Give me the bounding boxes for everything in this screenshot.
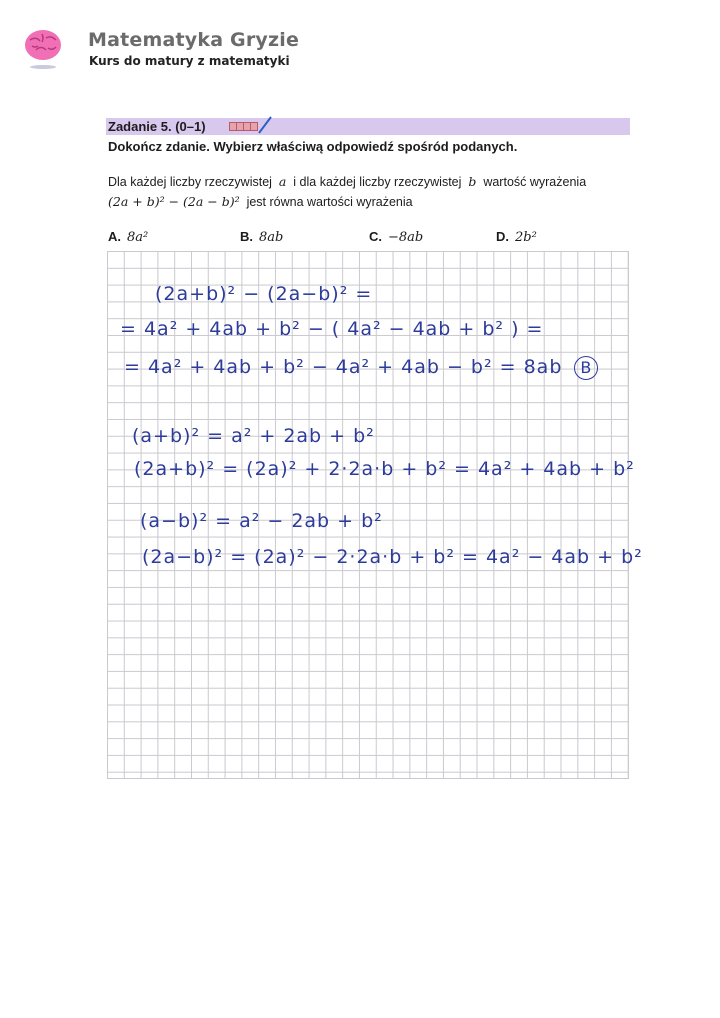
variable-b: b	[468, 174, 477, 189]
option-value: 2b²	[515, 230, 537, 245]
option-letter: B.	[240, 229, 253, 244]
brand-tagline: Kurs do matury z matematyki	[89, 54, 290, 68]
option-c[interactable]	[369, 229, 423, 245]
solution-line	[124, 356, 598, 380]
task-title: Zadanie 5. (0–1)	[108, 119, 206, 134]
text-segment: i dla każdej liczby rzeczywistej	[293, 175, 462, 189]
text-segment: jest równa wartości wyrażenia	[246, 195, 413, 209]
score-boxes	[229, 122, 258, 131]
solution-line: (a−b)² = a² − 2ab + b²	[140, 510, 383, 532]
task-expression: (2a + b)² − (2a − b)²	[108, 194, 240, 209]
option-letter: D.	[496, 229, 509, 244]
text-segment: wartość wyrażenia	[483, 175, 587, 189]
solution-text: = 4a² + 4ab + b² − 4a² + 4ab − b² = 8ab	[124, 356, 563, 378]
pen-icon	[257, 115, 273, 135]
solution-line: (2a−b)² = (2a)² − 2·2a·b + b² = 4a² − 4ab + b²	[142, 546, 643, 568]
brain-icon	[22, 26, 64, 70]
task-instruction: Dokończ zdanie. Wybierz właściwą odpowiedź spośród podanych.	[108, 139, 518, 154]
option-a[interactable]	[108, 229, 148, 245]
option-letter: C.	[369, 229, 382, 244]
option-value: 8ab	[259, 230, 284, 245]
task-text	[108, 172, 638, 212]
option-value: −8ab	[388, 230, 424, 245]
option-d[interactable]	[496, 229, 537, 245]
answer-circle: B	[574, 356, 598, 380]
variable-a: a	[278, 174, 287, 189]
solution-line: = 4a² + 4ab + b² − ( 4a² − 4ab + b² ) =	[120, 318, 544, 340]
brand-name: Matematyka Gryzie	[88, 29, 300, 51]
text-segment: Dla każdej liczby rzeczywistej	[108, 175, 272, 189]
option-b[interactable]	[240, 229, 283, 245]
option-letter: A.	[108, 229, 121, 244]
option-value: 8a²	[127, 230, 149, 245]
solution-line: (a+b)² = a² + 2ab + b²	[132, 425, 375, 447]
solution-line: (2a+b)² = (2a)² + 2·2a·b + b² = 4a² + 4ab + b²	[134, 458, 635, 480]
solution-line: (2a+b)² − (2a−b)² =	[155, 283, 373, 305]
